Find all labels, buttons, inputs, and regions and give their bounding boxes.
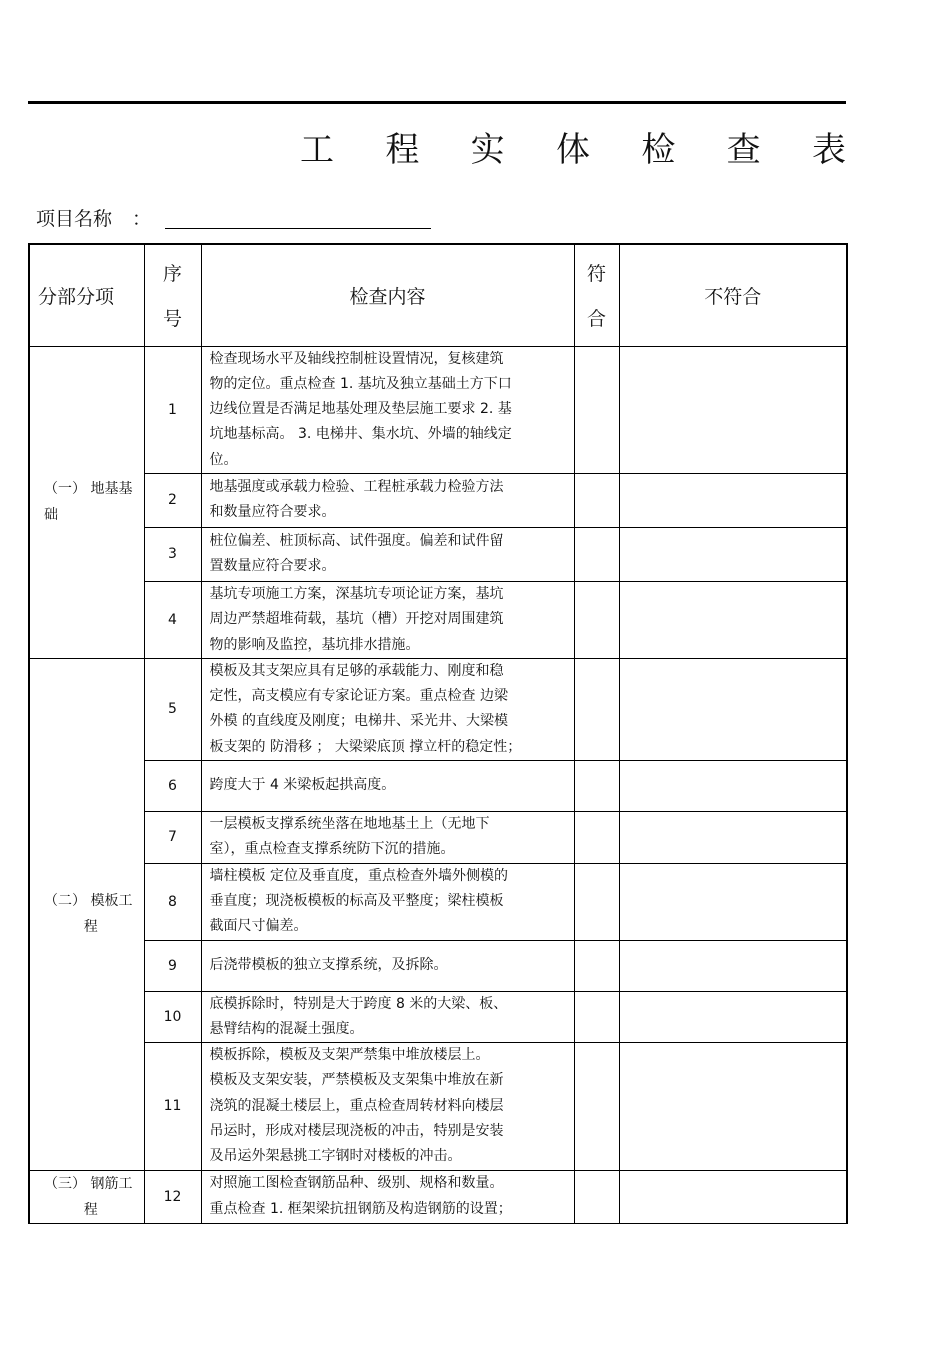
content-line: 外模 的直线度及刚度；电梯井、采光井、大梁模 [209,713,508,730]
seq-cell: 11 [144,1043,201,1170]
pass-cell[interactable] [574,940,619,991]
title-char: 工 [300,130,334,170]
pass-cell[interactable] [574,761,619,812]
table-row [29,473,847,527]
pass-cell[interactable] [574,863,619,940]
content-line: 垂直度；现浇板模板的标高及平整度；梁柱模板 [209,892,504,909]
seq-cell: 5 [144,658,201,760]
title-char: 实 [470,130,505,170]
seq-cell: 8 [144,863,201,940]
fail-cell[interactable] [619,346,847,473]
content-line: 后浇带模板的独立支撑系统，及拆除。 [209,956,448,973]
group-label-line2: 程 [83,1201,98,1218]
content-line: 物的影响及监控，基坑排水措施。 [209,636,420,653]
fail-cell[interactable] [619,761,847,812]
table-row [29,1170,847,1223]
project-name-row [36,204,431,231]
project-name-field[interactable] [165,206,431,229]
fail-cell[interactable] [619,1170,847,1223]
pass-cell[interactable] [574,581,619,658]
content-line: 置数量应符合要求。 [209,558,336,575]
header-seq [144,244,201,346]
content-line: 和数量应符合要求。 [209,504,336,521]
content-line: 悬臂结构的混凝土强度。 [209,1020,364,1037]
seq-cell: 7 [144,812,201,864]
content-cell [201,581,574,658]
table-row [29,940,847,991]
table-row [29,1043,847,1170]
seq-cell: 12 [144,1170,201,1223]
content-line: 位。 [209,451,238,468]
header-fail: 不符合 [619,244,847,346]
content-line: 墙柱模板 定位及垂直度，重点检查外墙外侧模的 [209,867,508,884]
header-row [29,244,847,346]
content-line: 物的定位。重点检查 1. 基坑及独立基础土方下口 [209,375,512,392]
header-pass [574,244,619,346]
content-line: 模板及其支架应具有足够的承载能力、刚度和稳 [209,662,504,679]
content-line: 吊运时，形成对楼层现浇板的冲击，特别是安装 [209,1123,504,1140]
header-pass-top: 符 [586,263,606,286]
content-line: 板支架的 防滑移 ； 大梁梁底顶 撑立杆的稳定性； [209,738,522,755]
fail-cell[interactable] [619,1043,847,1170]
content-line: 地基强度或承载力检验、工程桩承载力检验方法 [209,479,504,496]
fail-cell[interactable] [619,812,847,864]
content-cell [201,812,574,864]
group-label-line2: 础 [44,507,58,524]
title-char: 程 [385,130,420,170]
pass-cell[interactable] [574,991,619,1043]
seq-cell: 4 [144,581,201,658]
table-row [29,863,847,940]
fail-cell[interactable] [619,863,847,940]
content-cell [201,473,574,527]
title-char: 体 [555,130,590,170]
content-line: 及吊运外架悬挑工字钢时对楼板的冲击。 [209,1148,462,1165]
content-line: 跨度大于 4 米梁板起拱高度。 [209,777,396,794]
content-cell [201,527,574,581]
title-char: 表 [811,130,846,170]
content-cell [201,761,574,812]
fail-cell[interactable] [619,991,847,1043]
content-line: 周边严禁超堆荷载，基坑（槽）开挖对周围建筑 [209,611,504,628]
pass-cell[interactable] [574,812,619,864]
content-line: 模板及支架安装，严禁模板及支架集中堆放在新 [209,1072,504,1089]
group-label-line2: 程 [83,919,98,936]
header-pass-bottom: 合 [586,308,606,331]
content-line: 截面尺寸偏差。 [209,918,308,935]
fail-cell[interactable] [619,940,847,991]
pass-cell[interactable] [574,346,619,473]
seq-cell: 10 [144,991,201,1043]
content-cell [201,863,574,940]
header-category: 分部分项 [29,244,144,346]
group-label-line1: （三） 钢筋工 [44,1175,133,1192]
inspection-table [28,243,848,1224]
content-cell [201,1170,574,1223]
pass-cell[interactable] [574,1170,619,1223]
group-cell [29,658,144,1170]
content-line: 定性，高支模应有专家论证方案。重点检查 边梁 [209,688,508,705]
pass-cell[interactable] [574,1043,619,1170]
group-cell [29,346,144,658]
group-label-line1: （二） 模板工 [44,893,133,910]
seq-cell: 6 [144,761,201,812]
table-row [29,581,847,658]
content-line: 边线位置是否满足地基处理及垫层施工要求 2. 基 [209,401,512,418]
content-line: 底模拆除时，特别是大于跨度 8 米的大梁、板、 [209,995,508,1012]
content-cell [201,346,574,473]
header-content: 检查内容 [201,244,574,346]
content-cell [201,658,574,760]
content-cell [201,1043,574,1170]
seq-cell: 3 [144,527,201,581]
fail-cell[interactable] [619,658,847,760]
content-line: 模板拆除，模板及支架严禁集中堆放楼层上。 [209,1047,490,1064]
seq-cell: 2 [144,473,201,527]
content-cell [201,940,574,991]
seq-cell: 9 [144,940,201,991]
fail-cell[interactable] [619,527,847,581]
content-line: 坑地基标高。 3. 电梯井、集水坑、外墙的轴线定 [209,426,512,443]
group-cell [29,1170,144,1223]
title-char: 查 [726,130,761,170]
content-line: 浇筑的混凝土楼层上，重点检查周转材料向楼层 [209,1097,504,1114]
table-row [29,761,847,812]
seq-cell: 1 [144,346,201,473]
header-seq-bottom: 号 [162,308,182,331]
content-line: 室），重点检查支撑系统防下沉的措施。 [209,841,455,858]
top-rule [28,101,846,104]
content-cell [201,991,574,1043]
content-line: 桩位偏差、桩顶标高、试件强度。偏差和试件留 [209,533,504,550]
content-line: 一层模板支撑系统坐落在地地基土上（无地下 [209,816,490,833]
content-line: 检查现场水平及轴线控制桩设置情况，复核建筑 [209,350,504,367]
group-label-line1: （一） 地基基 [44,481,133,498]
table-row [29,991,847,1043]
fail-cell[interactable] [619,581,847,658]
page-title [300,130,846,170]
content-line: 基坑专项施工方案，深基坑专项论证方案，基坑 [209,585,504,602]
fail-cell[interactable] [619,473,847,527]
content-line: 重点检查 1. 框架梁抗扭钢筋及构造钢筋的设置； [209,1200,512,1217]
table-row [29,812,847,864]
table-row [29,658,847,760]
table-row [29,346,847,473]
pass-cell[interactable] [574,473,619,527]
project-name-label: 项目名称 [36,208,113,230]
pass-cell[interactable] [574,658,619,760]
project-name-colon: ： [132,208,152,230]
content-line: 对照施工图检查钢筋品种、级别、规格和数量。 [209,1175,504,1192]
table-row [29,527,847,581]
title-char: 检 [641,130,676,170]
pass-cell[interactable] [574,527,619,581]
header-seq-top: 序 [162,263,182,286]
